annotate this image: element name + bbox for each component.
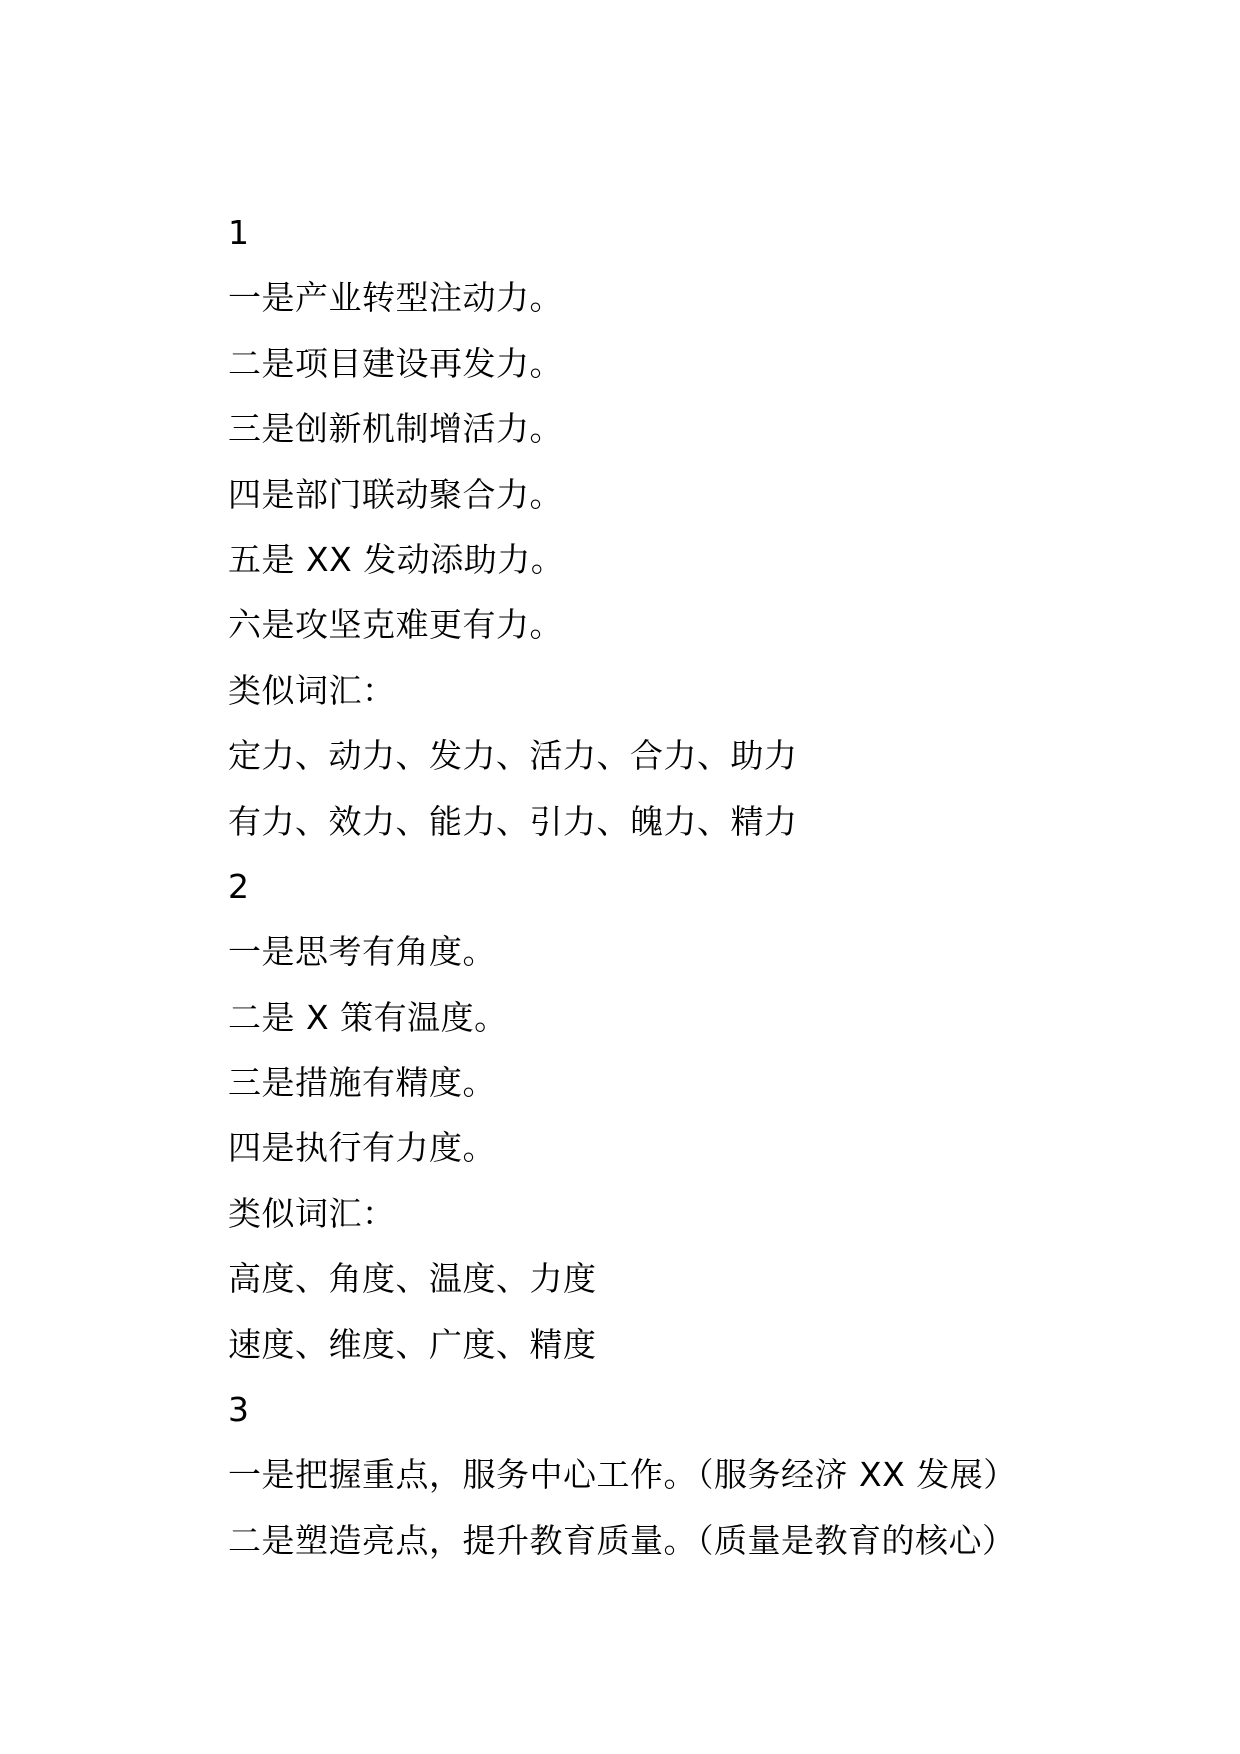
section-number: 2 — [228, 866, 250, 906]
list-item: 一是产业转型注动力。 — [228, 278, 563, 318]
list-item: 一是把握重点，服务中心工作。（服务经济 XX 发展） — [228, 1455, 1017, 1495]
list-item: 三是创新机制增活力。 — [228, 409, 563, 449]
list-item: 五是 XX 发动添助力。 — [228, 539, 565, 579]
similar-words-list: 定力、动力、发力、活力、合力、助力 — [228, 736, 798, 776]
document-body — [228, 200, 1128, 1573]
similar-words-list: 高度、角度、温度、力度 — [228, 1259, 597, 1299]
similar-words-list: 有力、效力、能力、引力、魄力、精力 — [228, 801, 798, 841]
similar-words-list: 速度、维度、广度、精度 — [228, 1324, 597, 1364]
similar-words-heading: 类似词汇： — [228, 670, 396, 710]
list-item: 六是攻坚克难更有力。 — [228, 605, 563, 645]
list-item: 二是塑造亮点，提升教育质量。（质量是教育的核心） — [228, 1520, 1016, 1560]
list-item: 二是项目建设再发力。 — [228, 343, 563, 383]
section-number: 1 — [228, 213, 250, 252]
similar-words-heading: 类似词汇： — [228, 1193, 396, 1233]
list-item: 二是 X 策有温度。 — [228, 997, 508, 1037]
list-item: 四是执行有力度。 — [228, 1128, 496, 1168]
list-item: 三是措施有精度。 — [228, 1063, 496, 1103]
section-number: 3 — [228, 1390, 250, 1430]
list-item: 四是部门联动聚合力。 — [228, 474, 563, 514]
list-item: 一是思考有角度。 — [228, 932, 496, 972]
